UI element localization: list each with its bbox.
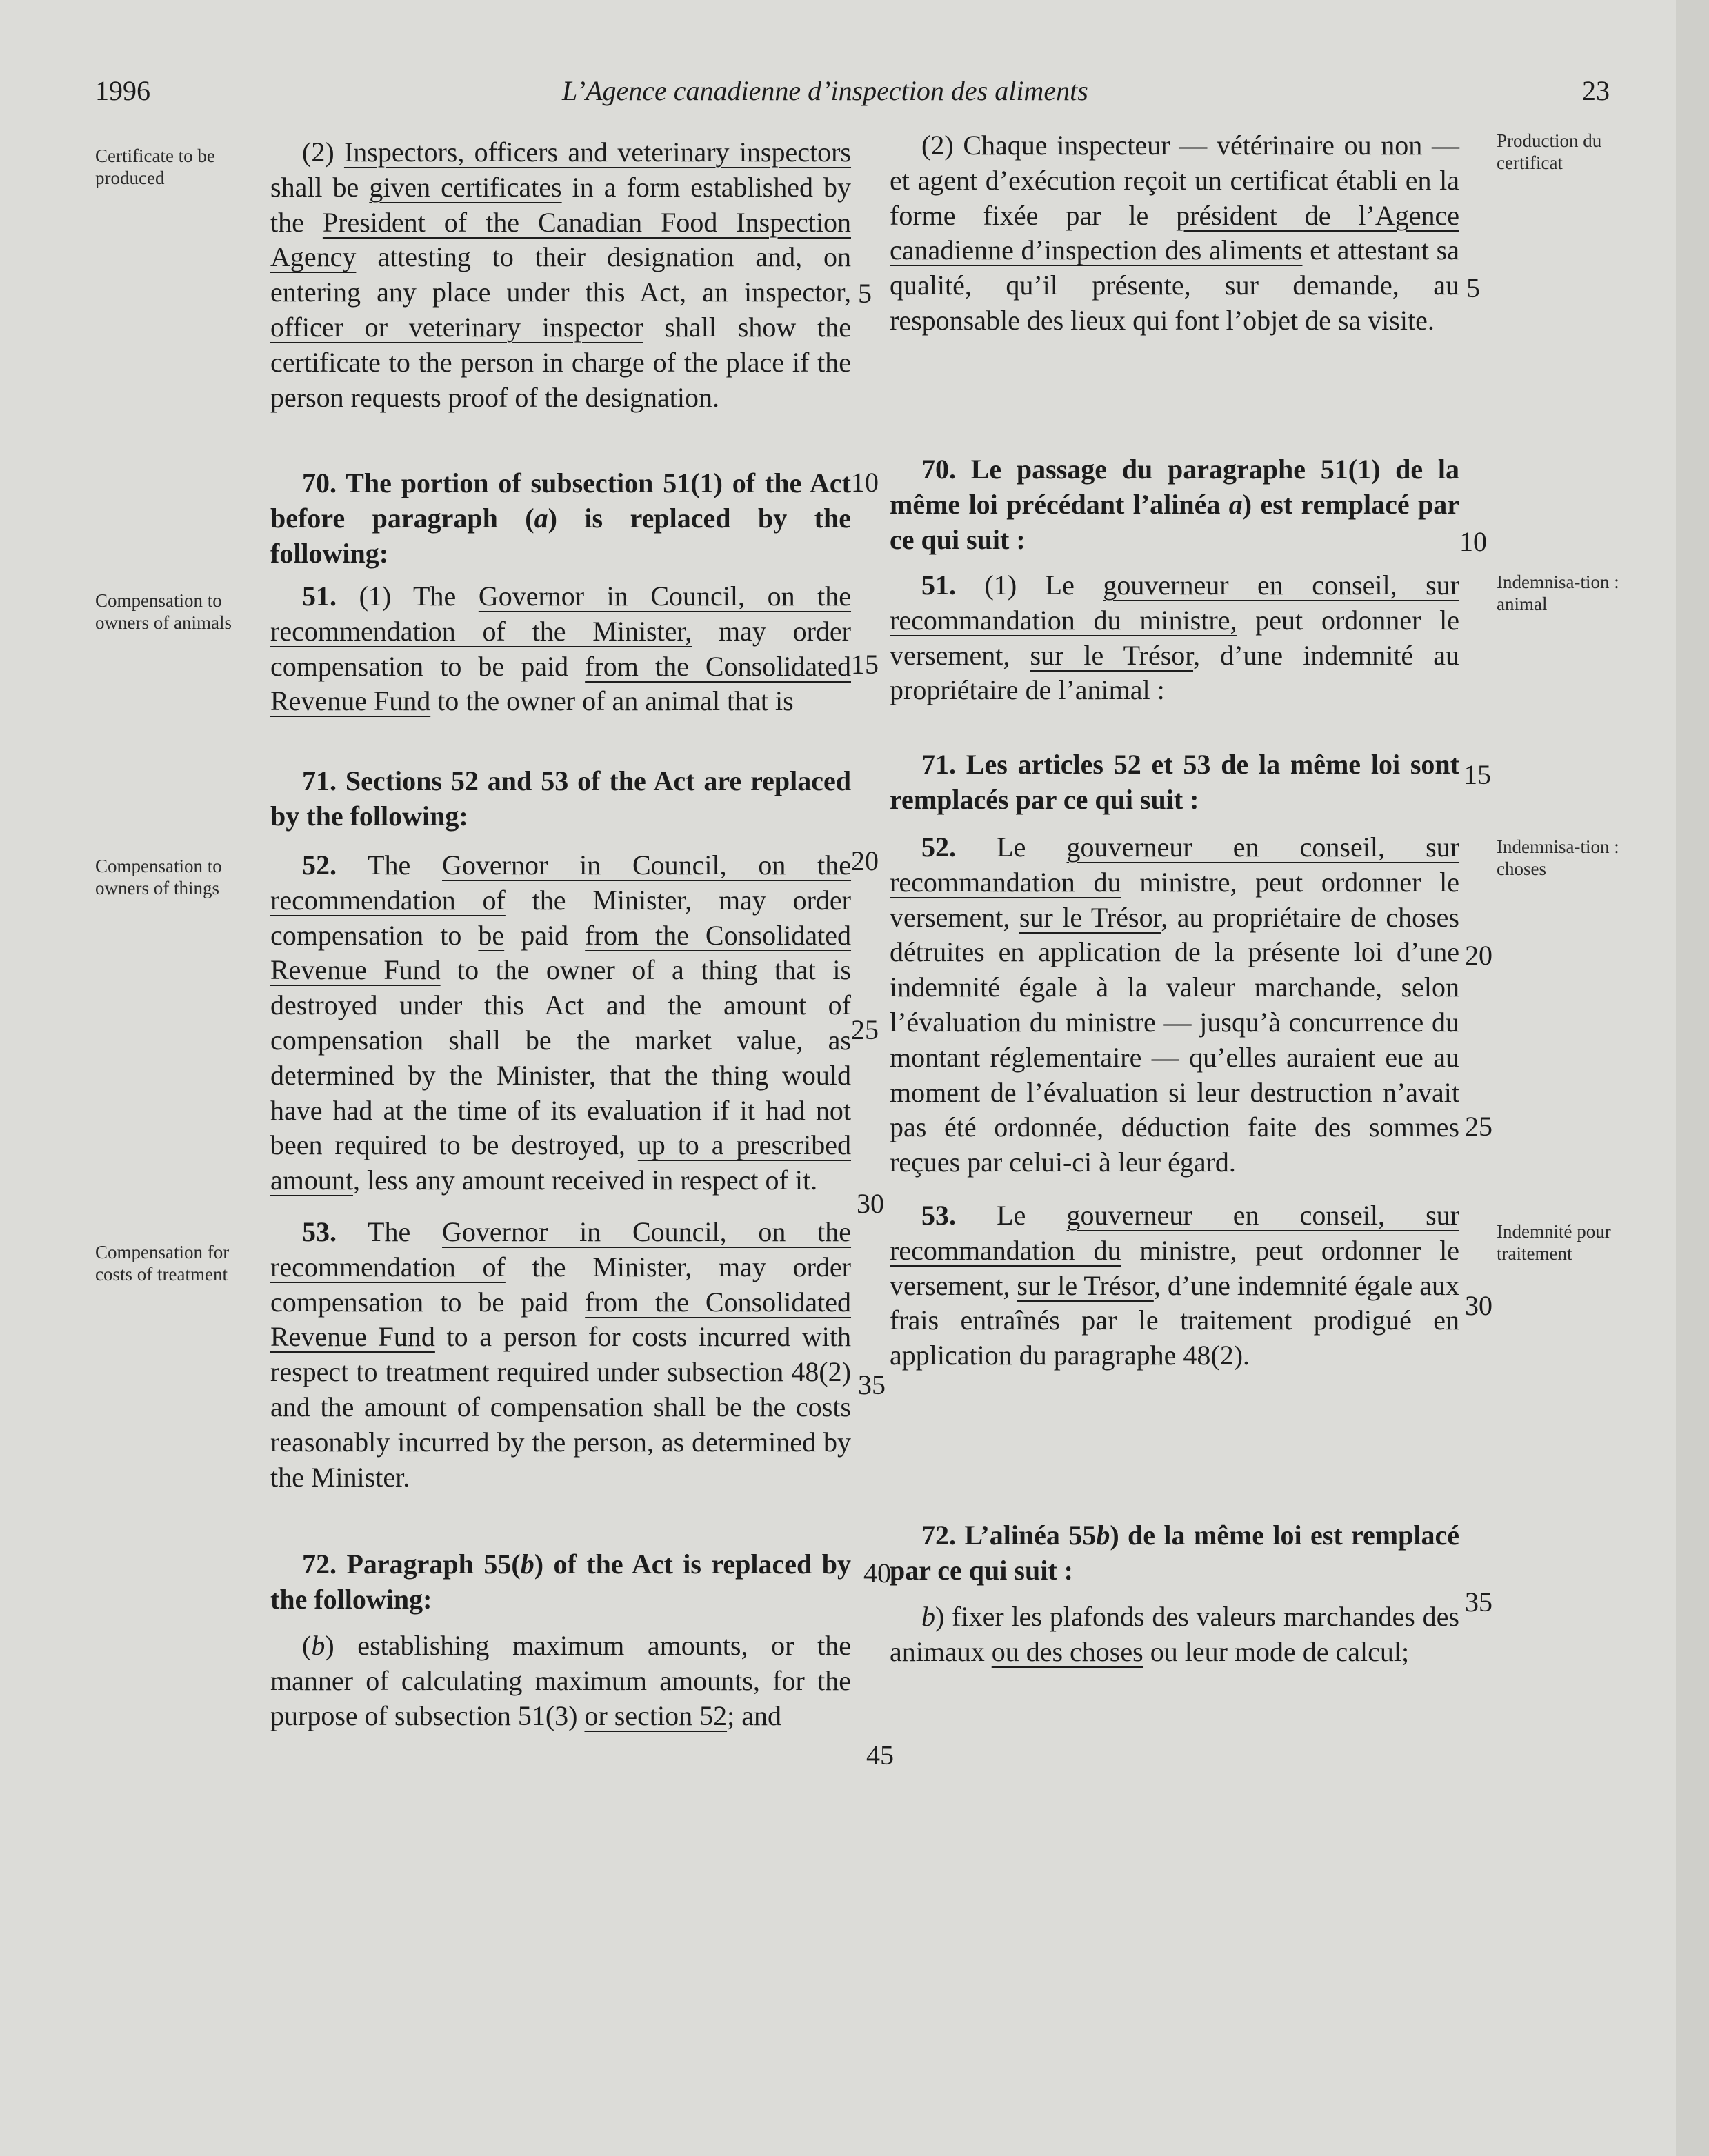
line-number-fr-5: 5 (1466, 272, 1480, 303)
en-clause-71-heading: 71. Sections 52 and 53 of the Act are replaced by the following: (270, 765, 851, 832)
line-number-fr-20: 20 (1465, 940, 1492, 971)
margin-note-animals-en: Compensation to owners of animals (95, 590, 232, 633)
line-number-fr-10: 10 (1459, 526, 1487, 557)
line-number-en-25: 25 (851, 1014, 879, 1045)
en-clause-70-heading: 70. The portion of subsection 51(1) of the Act before paragraph (a) is replaced by the following: (270, 467, 851, 569)
line-number-en-45: 45 (866, 1740, 894, 1771)
fr-clause-72-heading: 72. L’alinéa 55b) de la même loi est remplacé par ce qui suit : (890, 1520, 1459, 1586)
french-column (890, 128, 1459, 1670)
line-number-en-20: 20 (851, 845, 879, 876)
margin-note-certificate-en: Certificate to be produced (95, 145, 215, 188)
header-title: L’Agence canadienne d’inspection des aliments (562, 75, 1088, 106)
margin-note-animals-fr: Indemnisa-tion : animal (1497, 572, 1619, 614)
line-number-fr-35: 35 (1465, 1586, 1492, 1618)
margin-note-treatment-en: Compensation for costs of treatment (95, 1242, 230, 1284)
line-number-fr-15: 15 (1463, 759, 1491, 790)
fr-alinea-55b: b) fixer les plafonds des valeurs marchandes des animaux ou des choses ou leur mode de calcul; (890, 1601, 1459, 1667)
margin-note-things-fr: Indemnisa-tion : choses (1497, 836, 1619, 879)
line-number-en-10: 10 (851, 467, 879, 498)
page-edge-shadow (1676, 0, 1709, 2156)
line-number-en-5: 5 (858, 278, 872, 309)
english-column (270, 135, 851, 1733)
fr-subsection-2-certificat: (2) Chaque inspecteur — vétérinaire ou non — et agent d’exécution reçoit un certificat établi en la forme fixée par le président de l’Agence canadienne d’inspection des aliments et attestant sa qualité, qu’il présente, sur demande, au responsable des lieux qui font l’objet de sa visite. (890, 130, 1460, 336)
header-page-number: 23 (1582, 75, 1610, 106)
en-paragraph-55b: (b) establishing maximum amounts, or the manner of calculating maximum amounts, for the purpose of subsection 51(3) or section 52; and (270, 1630, 851, 1731)
en-subsection-2-certificate: (2) Inspectors, officers and veterinary inspectors shall be given certificates in a form established by the President of the Canadian Food Inspection Agency attesting to their designation and, on entering any place under this Act, an inspector, officer or veterinary inspector shall show the certificate to the person in charge of the place if the person requests proof of the designation. (270, 137, 852, 413)
en-section-51: 51. (1) The Governor in Council, on the recommendation of the Minister, may order compensation to be paid from the Consolidated Revenue Fund to the owner of an animal that is (270, 581, 852, 717)
margin-note-treatment-fr: Indemnité pour traitement (1497, 1221, 1611, 1264)
header-year: 1996 (95, 75, 150, 106)
line-number-fr-30: 30 (1465, 1290, 1492, 1321)
fr-article-53: 53. Le gouverneur en conseil, sur recommandation du ministre, peut ordonner le versement, sur le Trésor, d’une indemnité égale aux frais entraînés par le traitement prodigué en application du paragraphe 48(2). (890, 1200, 1460, 1371)
fr-article-52: 52. Le gouverneur en conseil, sur recommandation du ministre, peut ordonner le versement, sur le Trésor, au propriétaire de choses détruites en application de la présente loi d’une indemnité égale à la valeur marchande, selon l’évaluation du ministre — jusqu’à concurrence du montant réglementaire — qu’elles auraient eue au moment de l’évaluation si leur destruction n’avait pas été ordonnée, déduction faite des sommes reçues par celui-ci à leur égard. (890, 832, 1460, 1178)
en-section-52: 52. The Governor in Council, on the recommendation of the Minister, may order compensation to be paid from the Consolidated Revenue Fund to the owner of a thing that is destroyed under this Act and the amount of compensation shall be the market value, as determined by the Minister, that the thing would have had at the time of its evaluation if it had not been required to be destroyed, up to a prescribed amount, less any amount received in respect of it. (270, 849, 852, 1196)
margin-note-certificate-fr: Production du certificat (1497, 130, 1602, 173)
line-number-en-15: 15 (851, 649, 879, 680)
fr-clause-71-heading: 71. Les articles 52 et 53 de la même loi sont remplacés par ce qui suit : (890, 749, 1459, 815)
margin-note-things-en: Compensation to owners of things (95, 856, 222, 898)
line-number-en-40: 40 (863, 1558, 891, 1589)
fr-article-51: 51. (1) Le gouverneur en conseil, sur recommandation du ministre, peut ordonner le versement, sur le Trésor, d’une indemnité au propriétaire de l’animal : (890, 570, 1460, 706)
line-number-fr-25: 25 (1465, 1111, 1492, 1142)
line-number-en-35: 35 (858, 1369, 886, 1400)
en-clause-72-heading: 72. Paragraph 55(b) of the Act is replaced by the following: (270, 1549, 851, 1615)
line-number-en-30: 30 (857, 1188, 884, 1219)
en-section-53: 53. The Governor in Council, on the recommendation of the Minister, may order compensation to be paid from the Consolidated Revenue Fund to a person for costs incurred with respect to treatment required under subsection 48(2) and the amount of compensation shall be the costs reasonably incurred by the person, as determined by the Minister. (270, 1216, 852, 1493)
fr-clause-70-heading: 70. Le passage du paragraphe 51(1) de la même loi précédant l’alinéa a) est remplacé par ce qui suit : (890, 454, 1459, 555)
